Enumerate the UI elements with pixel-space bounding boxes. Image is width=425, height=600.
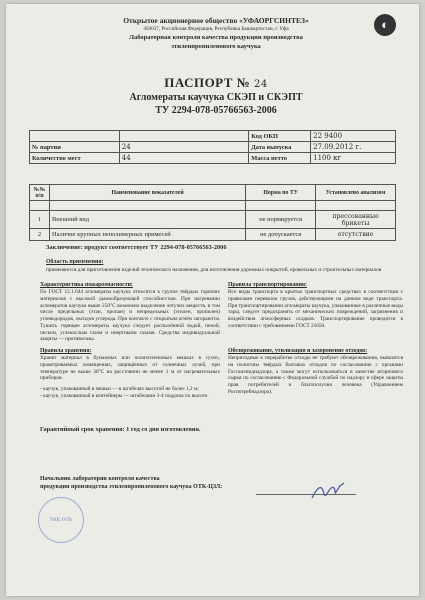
conclusion: Заключение: продукт соответствует ТУ 2294-078-05766563-2006 — [46, 244, 227, 251]
signature-icon — [310, 480, 346, 502]
company-name: Открытое акционерное общество «УФАОРГСИНТЕЗ» — [123, 16, 309, 25]
batch-label: № партии — [30, 142, 120, 153]
row-num: 1 — [30, 211, 50, 229]
row-found: отсутствие — [316, 229, 396, 241]
transport-text: Все виды транспорта в крытых транспортных средствах в соответствии с правилами перевозок грузов, действующими на данном виде транспорта. При транспортировании агломераты каучука, упакованные в различные виды тары, следует предохранять от механических повреждений, загрязнения и воздействия атмосферных осадков. Транспортирование проводится в соответствии с требованиями ГОСТ 21650. — [228, 289, 403, 329]
table-row — [30, 211, 396, 229]
passport-document — [6, 4, 419, 596]
warranty: Гарантийный срок хранения: 1 год со дня изготовления. — [40, 426, 201, 433]
signoff-line-1: Начальник лаборатории контроля качества — [40, 476, 160, 482]
row-num: 2 — [30, 229, 50, 241]
col-norm: Норма по ТУ — [246, 185, 316, 201]
stamp-text: УКК ОТК — [49, 518, 73, 523]
storage-text: Хранят материал в бумажных или полиэтиленовых мешках в сухих, проветриваемых помещениях, защищённых от солнечных лучей, при температуре не выше 30°С на расстоянии не менее 1 м от нагревательных приборов. — [40, 355, 220, 382]
places-value: 44 — [119, 153, 249, 164]
places-label: Количество мест — [30, 153, 120, 164]
fire-title: Характеристика пожароопасности: — [40, 282, 133, 288]
row-name: Внешний вид — [49, 211, 245, 229]
fire-text: По ГОСТ 12.1.044 агломераты каучука относятся к группе твёрдых горючих материалов с высокой дымообразующей способностью. При нагревании агломератов каучука выше 250°С возможно выделение летучих веществ, в том числе предельных (этан, пропан) и непредельных (этилен, пропилен) углеводородов, оксидов углерода. При контакте с открытым огнём загораются. Тушить горящие агломераты каучука следует распылённой водой, пеной, песком, углекислым газом и инертными газами. Средства индивидуальной защиты — противогазы. — [40, 289, 220, 343]
col-found: Установлено анализом — [316, 185, 396, 201]
row-norm: не допускается — [246, 229, 316, 241]
row-name: Наличие крупных неполимерных примесей — [49, 229, 245, 241]
application-title: Область применения: — [46, 259, 104, 265]
passport-number: 24 — [254, 79, 268, 90]
storage-item-2: - каучук, упакованный в контейнеры — штабелями 3-4 поддона по высоте. — [40, 393, 209, 399]
table-row — [30, 229, 396, 241]
net-value: 1100 кг — [311, 153, 396, 164]
storage-item-1: - каучук, упакованный в мешки — в штабелях высотой не более 1,2 м; — [40, 386, 199, 392]
date-value: 27.09.2012 г. — [311, 142, 396, 153]
passport-label: ПАСПОРТ № — [164, 75, 251, 90]
lab-line-1: Лабораторная контроля качества продукции производства — [129, 34, 303, 41]
batch-value: 24 — [119, 142, 249, 153]
storage-title: Правила хранения: — [40, 348, 92, 354]
row-norm: не нормируется — [246, 211, 316, 229]
company-address: 450037, Российская Федерация, Республика Башкортостан, г. Уфа — [143, 26, 289, 32]
okp-value: 22 9400 — [311, 131, 396, 142]
okp-label: Код ОКП — [249, 131, 311, 142]
transport-title: Правила транспортирования: — [228, 282, 307, 288]
results-table — [29, 184, 396, 241]
company-logo-icon: ◐ — [374, 14, 396, 36]
row-found: прессованные брикеты — [316, 211, 396, 229]
product-tu: ТУ 2294-078-05766563-2006 — [155, 105, 277, 116]
disposal-title: Обезвреживание, утилизация и захоронение отходов: — [228, 348, 368, 354]
disposal-text: Непригодные к переработке отходы не требуют обезвреживания, вывозятся на полигоны твёрдых бытовых отходов по согласованию с органами Госсанэпиднадзора, а также могут использоваться в качестве вторичного сырья по согласованию с Федеральной службой по надзору в сфере защиты прав потребителей и благополучия человека (Управлением Роспотребнадзора). — [228, 355, 403, 395]
net-label: Масса нетто — [249, 153, 311, 164]
lab-line-2: этиленпропиленового каучука — [171, 43, 261, 50]
info-table — [29, 130, 396, 164]
page-title — [106, 75, 326, 91]
stamp-icon — [38, 497, 84, 543]
col-num: №№ п/п — [30, 185, 50, 201]
product-name: Агломераты каучука СКЭП и СКЭПТ — [129, 92, 303, 103]
date-label: Дата выпуска — [249, 142, 311, 153]
application-text: применяются для приготовления изделий технического назначения, для изготовления дорожных покрытий, кровельных и строительных материалов — [46, 267, 382, 273]
col-name: Наименование показателей — [49, 185, 245, 201]
signoff-line-2: продукции производства этиленпропиленового каучука ОТК-ЦЗЛ: — [40, 484, 223, 490]
